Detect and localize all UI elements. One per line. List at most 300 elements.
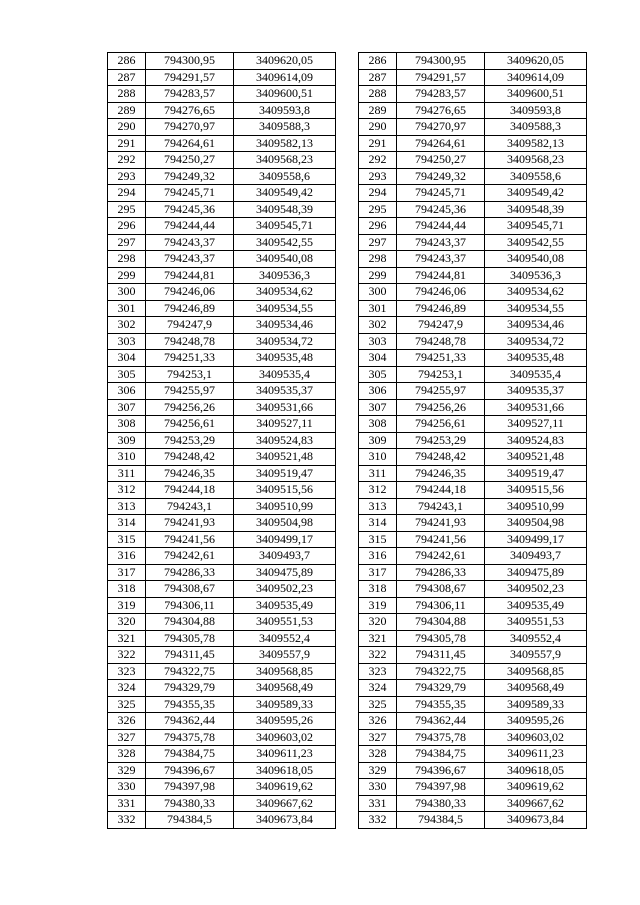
table-row bbox=[359, 152, 587, 169]
x-coordinate-cell: 794246,89 bbox=[397, 300, 485, 317]
y-coordinate-cell: 3409534,55 bbox=[485, 300, 587, 317]
table-row bbox=[359, 696, 587, 713]
point-number-cell: 293 bbox=[108, 168, 146, 185]
y-coordinate-cell: 3409568,23 bbox=[485, 152, 587, 169]
point-number-cell: 295 bbox=[108, 201, 146, 218]
y-coordinate-cell: 3409540,08 bbox=[234, 251, 336, 268]
y-coordinate-cell: 3409588,3 bbox=[485, 119, 587, 136]
x-coordinate-cell: 794380,33 bbox=[146, 795, 234, 812]
x-coordinate-cell: 794311,45 bbox=[397, 647, 485, 664]
y-coordinate-cell: 3409589,33 bbox=[234, 696, 336, 713]
y-coordinate-cell: 3409534,72 bbox=[234, 333, 336, 350]
y-coordinate-cell: 3409619,62 bbox=[234, 779, 336, 796]
y-coordinate-cell: 3409535,48 bbox=[234, 350, 336, 367]
point-number-cell: 298 bbox=[108, 251, 146, 268]
y-coordinate-cell: 3409531,66 bbox=[234, 399, 336, 416]
x-coordinate-cell: 794243,37 bbox=[146, 234, 234, 251]
y-coordinate-cell: 3409558,6 bbox=[234, 168, 336, 185]
point-number-cell: 297 bbox=[108, 234, 146, 251]
table-row bbox=[108, 168, 336, 185]
y-coordinate-cell: 3409611,23 bbox=[485, 746, 587, 763]
x-coordinate-cell: 794241,56 bbox=[146, 531, 234, 548]
table-row bbox=[108, 251, 336, 268]
x-coordinate-cell: 794244,81 bbox=[146, 267, 234, 284]
y-coordinate-cell: 3409534,46 bbox=[485, 317, 587, 334]
table-row bbox=[359, 548, 587, 565]
point-number-cell: 331 bbox=[359, 795, 397, 812]
point-number-cell: 312 bbox=[108, 482, 146, 499]
y-coordinate-cell: 3409536,3 bbox=[485, 267, 587, 284]
table-row bbox=[108, 498, 336, 515]
x-coordinate-cell: 794270,97 bbox=[397, 119, 485, 136]
x-coordinate-cell: 794283,57 bbox=[146, 86, 234, 103]
table-row bbox=[108, 713, 336, 730]
x-coordinate-cell: 794251,33 bbox=[397, 350, 485, 367]
x-coordinate-cell: 794384,75 bbox=[397, 746, 485, 763]
point-number-cell: 308 bbox=[359, 416, 397, 433]
y-coordinate-cell: 3409535,49 bbox=[234, 597, 336, 614]
point-number-cell: 318 bbox=[359, 581, 397, 598]
point-number-cell: 320 bbox=[108, 614, 146, 631]
x-coordinate-cell: 794270,97 bbox=[146, 119, 234, 136]
x-coordinate-cell: 794246,35 bbox=[397, 465, 485, 482]
point-number-cell: 307 bbox=[359, 399, 397, 416]
y-coordinate-cell: 3409527,11 bbox=[485, 416, 587, 433]
x-coordinate-cell: 794308,67 bbox=[146, 581, 234, 598]
x-coordinate-cell: 794246,35 bbox=[146, 465, 234, 482]
y-coordinate-cell: 3409673,84 bbox=[234, 812, 336, 829]
point-number-cell: 314 bbox=[108, 515, 146, 532]
point-number-cell: 328 bbox=[359, 746, 397, 763]
x-coordinate-cell: 794384,5 bbox=[146, 812, 234, 829]
y-coordinate-cell: 3409535,37 bbox=[234, 383, 336, 400]
table-row bbox=[359, 663, 587, 680]
point-number-cell: 319 bbox=[359, 597, 397, 614]
x-coordinate-cell: 794305,78 bbox=[146, 630, 234, 647]
table-row bbox=[359, 465, 587, 482]
x-coordinate-cell: 794242,61 bbox=[146, 548, 234, 565]
point-number-cell: 286 bbox=[108, 53, 146, 70]
point-number-cell: 325 bbox=[108, 696, 146, 713]
y-coordinate-cell: 3409582,13 bbox=[234, 135, 336, 152]
y-coordinate-cell: 3409534,62 bbox=[234, 284, 336, 301]
y-coordinate-cell: 3409549,42 bbox=[485, 185, 587, 202]
y-coordinate-cell: 3409502,23 bbox=[485, 581, 587, 598]
x-coordinate-cell: 794355,35 bbox=[146, 696, 234, 713]
y-coordinate-cell: 3409542,55 bbox=[485, 234, 587, 251]
y-coordinate-cell: 3409600,51 bbox=[485, 86, 587, 103]
x-coordinate-cell: 794243,1 bbox=[397, 498, 485, 515]
x-coordinate-cell: 794253,29 bbox=[146, 432, 234, 449]
y-coordinate-cell: 3409542,55 bbox=[234, 234, 336, 251]
y-coordinate-cell: 3409667,62 bbox=[485, 795, 587, 812]
table-row bbox=[108, 696, 336, 713]
y-coordinate-cell: 3409536,3 bbox=[234, 267, 336, 284]
y-coordinate-cell: 3409519,47 bbox=[234, 465, 336, 482]
point-number-cell: 287 bbox=[108, 69, 146, 86]
x-coordinate-cell: 794329,79 bbox=[397, 680, 485, 697]
table-row bbox=[359, 449, 587, 466]
point-number-cell: 296 bbox=[359, 218, 397, 235]
y-coordinate-cell: 3409534,55 bbox=[234, 300, 336, 317]
point-number-cell: 315 bbox=[359, 531, 397, 548]
x-coordinate-cell: 794241,56 bbox=[397, 531, 485, 548]
point-number-cell: 311 bbox=[108, 465, 146, 482]
table-row bbox=[108, 383, 336, 400]
y-coordinate-cell: 3409535,37 bbox=[485, 383, 587, 400]
x-coordinate-cell: 794362,44 bbox=[146, 713, 234, 730]
y-coordinate-cell: 3409667,62 bbox=[234, 795, 336, 812]
x-coordinate-cell: 794264,61 bbox=[397, 135, 485, 152]
x-coordinate-cell: 794255,97 bbox=[397, 383, 485, 400]
x-coordinate-cell: 794304,88 bbox=[146, 614, 234, 631]
point-number-cell: 292 bbox=[108, 152, 146, 169]
y-coordinate-cell: 3409603,02 bbox=[234, 729, 336, 746]
point-number-cell: 294 bbox=[359, 185, 397, 202]
y-coordinate-cell: 3409557,9 bbox=[234, 647, 336, 664]
table-row bbox=[359, 251, 587, 268]
table-row bbox=[108, 119, 336, 136]
table-row bbox=[359, 713, 587, 730]
coordinates-table-left bbox=[107, 52, 336, 829]
point-number-cell: 319 bbox=[108, 597, 146, 614]
x-coordinate-cell: 794397,98 bbox=[146, 779, 234, 796]
table-row bbox=[359, 168, 587, 185]
x-coordinate-cell: 794286,33 bbox=[146, 564, 234, 581]
y-coordinate-cell: 3409551,53 bbox=[234, 614, 336, 631]
x-coordinate-cell: 794306,11 bbox=[397, 597, 485, 614]
y-coordinate-cell: 3409600,51 bbox=[234, 86, 336, 103]
table-row bbox=[108, 218, 336, 235]
point-number-cell: 291 bbox=[108, 135, 146, 152]
x-coordinate-cell: 794396,67 bbox=[146, 762, 234, 779]
x-coordinate-cell: 794243,37 bbox=[146, 251, 234, 268]
point-number-cell: 323 bbox=[108, 663, 146, 680]
table-row bbox=[108, 597, 336, 614]
x-coordinate-cell: 794244,44 bbox=[146, 218, 234, 235]
coordinates-table-right bbox=[358, 52, 587, 829]
y-coordinate-cell: 3409611,23 bbox=[234, 746, 336, 763]
table-row bbox=[359, 432, 587, 449]
table-row bbox=[359, 812, 587, 829]
table-row bbox=[108, 432, 336, 449]
point-number-cell: 326 bbox=[108, 713, 146, 730]
point-number-cell: 304 bbox=[359, 350, 397, 367]
point-number-cell: 330 bbox=[108, 779, 146, 796]
x-coordinate-cell: 794355,35 bbox=[397, 696, 485, 713]
y-coordinate-cell: 3409527,11 bbox=[234, 416, 336, 433]
point-number-cell: 297 bbox=[359, 234, 397, 251]
y-coordinate-cell: 3409531,66 bbox=[485, 399, 587, 416]
point-number-cell: 288 bbox=[108, 86, 146, 103]
y-coordinate-cell: 3409534,72 bbox=[485, 333, 587, 350]
table-row bbox=[359, 729, 587, 746]
point-number-cell: 309 bbox=[108, 432, 146, 449]
x-coordinate-cell: 794384,75 bbox=[146, 746, 234, 763]
x-coordinate-cell: 794249,32 bbox=[146, 168, 234, 185]
point-number-cell: 289 bbox=[359, 102, 397, 119]
y-coordinate-cell: 3409510,99 bbox=[234, 498, 336, 515]
point-number-cell: 301 bbox=[359, 300, 397, 317]
point-number-cell: 302 bbox=[359, 317, 397, 334]
table-row bbox=[108, 581, 336, 598]
point-number-cell: 332 bbox=[108, 812, 146, 829]
point-number-cell: 315 bbox=[108, 531, 146, 548]
table-row bbox=[359, 795, 587, 812]
x-coordinate-cell: 794308,67 bbox=[397, 581, 485, 598]
table-row bbox=[108, 267, 336, 284]
table-row bbox=[108, 69, 336, 86]
point-number-cell: 323 bbox=[359, 663, 397, 680]
point-number-cell: 311 bbox=[359, 465, 397, 482]
table-row bbox=[108, 234, 336, 251]
table-row bbox=[108, 746, 336, 763]
point-number-cell: 292 bbox=[359, 152, 397, 169]
point-number-cell: 320 bbox=[359, 614, 397, 631]
point-number-cell: 293 bbox=[359, 168, 397, 185]
y-coordinate-cell: 3409595,26 bbox=[485, 713, 587, 730]
x-coordinate-cell: 794244,18 bbox=[397, 482, 485, 499]
point-number-cell: 303 bbox=[108, 333, 146, 350]
y-coordinate-cell: 3409618,05 bbox=[234, 762, 336, 779]
x-coordinate-cell: 794241,93 bbox=[146, 515, 234, 532]
point-number-cell: 313 bbox=[359, 498, 397, 515]
point-number-cell: 306 bbox=[108, 383, 146, 400]
y-coordinate-cell: 3409534,62 bbox=[485, 284, 587, 301]
point-number-cell: 286 bbox=[359, 53, 397, 70]
y-coordinate-cell: 3409552,4 bbox=[485, 630, 587, 647]
x-coordinate-cell: 794248,42 bbox=[146, 449, 234, 466]
table-row bbox=[108, 762, 336, 779]
x-coordinate-cell: 794380,33 bbox=[397, 795, 485, 812]
y-coordinate-cell: 3409524,83 bbox=[234, 432, 336, 449]
table-row bbox=[108, 152, 336, 169]
x-coordinate-cell: 794286,33 bbox=[397, 564, 485, 581]
point-number-cell: 290 bbox=[108, 119, 146, 136]
point-number-cell: 321 bbox=[359, 630, 397, 647]
point-number-cell: 316 bbox=[108, 548, 146, 565]
table-row bbox=[108, 366, 336, 383]
y-coordinate-cell: 3409535,4 bbox=[234, 366, 336, 383]
table-row bbox=[108, 185, 336, 202]
point-number-cell: 321 bbox=[108, 630, 146, 647]
table-row bbox=[108, 729, 336, 746]
point-number-cell: 291 bbox=[359, 135, 397, 152]
x-coordinate-cell: 794251,33 bbox=[146, 350, 234, 367]
x-coordinate-cell: 794306,11 bbox=[146, 597, 234, 614]
point-number-cell: 304 bbox=[108, 350, 146, 367]
x-coordinate-cell: 794397,98 bbox=[397, 779, 485, 796]
table-row bbox=[108, 614, 336, 631]
y-coordinate-cell: 3409521,48 bbox=[234, 449, 336, 466]
table-row bbox=[359, 515, 587, 532]
x-coordinate-cell: 794322,75 bbox=[146, 663, 234, 680]
x-coordinate-cell: 794291,57 bbox=[146, 69, 234, 86]
y-coordinate-cell: 3409588,3 bbox=[234, 119, 336, 136]
x-coordinate-cell: 794256,61 bbox=[146, 416, 234, 433]
table-row bbox=[108, 465, 336, 482]
y-coordinate-cell: 3409551,53 bbox=[485, 614, 587, 631]
point-number-cell: 299 bbox=[108, 267, 146, 284]
x-coordinate-cell: 794247,9 bbox=[397, 317, 485, 334]
x-coordinate-cell: 794243,37 bbox=[397, 234, 485, 251]
x-coordinate-cell: 794375,78 bbox=[397, 729, 485, 746]
x-coordinate-cell: 794300,95 bbox=[397, 53, 485, 70]
x-coordinate-cell: 794250,27 bbox=[397, 152, 485, 169]
point-number-cell: 316 bbox=[359, 548, 397, 565]
point-number-cell: 310 bbox=[108, 449, 146, 466]
x-coordinate-cell: 794245,36 bbox=[397, 201, 485, 218]
point-number-cell: 305 bbox=[108, 366, 146, 383]
table-row bbox=[359, 416, 587, 433]
y-coordinate-cell: 3409558,6 bbox=[485, 168, 587, 185]
y-coordinate-cell: 3409614,09 bbox=[485, 69, 587, 86]
x-coordinate-cell: 794304,88 bbox=[397, 614, 485, 631]
y-coordinate-cell: 3409618,05 bbox=[485, 762, 587, 779]
table-row bbox=[359, 399, 587, 416]
table-row bbox=[359, 779, 587, 796]
table-row bbox=[108, 284, 336, 301]
point-number-cell: 290 bbox=[359, 119, 397, 136]
y-coordinate-cell: 3409549,42 bbox=[234, 185, 336, 202]
table-row bbox=[359, 564, 587, 581]
y-coordinate-cell: 3409535,4 bbox=[485, 366, 587, 383]
point-number-cell: 310 bbox=[359, 449, 397, 466]
table-row bbox=[108, 548, 336, 565]
table-row bbox=[108, 515, 336, 532]
x-coordinate-cell: 794241,93 bbox=[397, 515, 485, 532]
table-row bbox=[359, 350, 587, 367]
point-number-cell: 300 bbox=[108, 284, 146, 301]
point-number-cell: 317 bbox=[359, 564, 397, 581]
table-row bbox=[359, 746, 587, 763]
point-number-cell: 325 bbox=[359, 696, 397, 713]
table-row bbox=[108, 663, 336, 680]
x-coordinate-cell: 794246,89 bbox=[146, 300, 234, 317]
table-row bbox=[359, 102, 587, 119]
y-coordinate-cell: 3409620,05 bbox=[485, 53, 587, 70]
x-coordinate-cell: 794255,97 bbox=[146, 383, 234, 400]
x-coordinate-cell: 794384,5 bbox=[397, 812, 485, 829]
table-row bbox=[359, 581, 587, 598]
x-coordinate-cell: 794362,44 bbox=[397, 713, 485, 730]
coordinates-table-left-body bbox=[108, 53, 336, 829]
point-number-cell: 306 bbox=[359, 383, 397, 400]
y-coordinate-cell: 3409614,09 bbox=[234, 69, 336, 86]
x-coordinate-cell: 794256,61 bbox=[397, 416, 485, 433]
table-row bbox=[359, 218, 587, 235]
x-coordinate-cell: 794244,44 bbox=[397, 218, 485, 235]
table-row bbox=[359, 531, 587, 548]
table-row bbox=[359, 317, 587, 334]
y-coordinate-cell: 3409589,33 bbox=[485, 696, 587, 713]
point-number-cell: 309 bbox=[359, 432, 397, 449]
x-coordinate-cell: 794283,57 bbox=[397, 86, 485, 103]
point-number-cell: 313 bbox=[108, 498, 146, 515]
y-coordinate-cell: 3409582,13 bbox=[485, 135, 587, 152]
x-coordinate-cell: 794248,78 bbox=[146, 333, 234, 350]
x-coordinate-cell: 794256,26 bbox=[146, 399, 234, 416]
x-coordinate-cell: 794253,1 bbox=[146, 366, 234, 383]
point-number-cell: 287 bbox=[359, 69, 397, 86]
table-row bbox=[108, 86, 336, 103]
table-row bbox=[108, 531, 336, 548]
x-coordinate-cell: 794322,75 bbox=[397, 663, 485, 680]
point-number-cell: 314 bbox=[359, 515, 397, 532]
point-number-cell: 294 bbox=[108, 185, 146, 202]
table-row bbox=[359, 597, 587, 614]
y-coordinate-cell: 3409568,23 bbox=[234, 152, 336, 169]
x-coordinate-cell: 794264,61 bbox=[146, 135, 234, 152]
y-coordinate-cell: 3409545,71 bbox=[234, 218, 336, 235]
y-coordinate-cell: 3409524,83 bbox=[485, 432, 587, 449]
point-number-cell: 329 bbox=[108, 762, 146, 779]
point-number-cell: 308 bbox=[108, 416, 146, 433]
table-row bbox=[359, 680, 587, 697]
table-row bbox=[359, 482, 587, 499]
y-coordinate-cell: 3409493,7 bbox=[234, 548, 336, 565]
table-row bbox=[359, 284, 587, 301]
point-number-cell: 322 bbox=[108, 647, 146, 664]
point-number-cell: 301 bbox=[108, 300, 146, 317]
y-coordinate-cell: 3409568,49 bbox=[485, 680, 587, 697]
y-coordinate-cell: 3409510,99 bbox=[485, 498, 587, 515]
table-row bbox=[108, 630, 336, 647]
x-coordinate-cell: 794243,1 bbox=[146, 498, 234, 515]
point-number-cell: 299 bbox=[359, 267, 397, 284]
point-number-cell: 324 bbox=[108, 680, 146, 697]
y-coordinate-cell: 3409499,17 bbox=[485, 531, 587, 548]
table-row bbox=[359, 53, 587, 70]
table-row bbox=[108, 680, 336, 697]
table-row bbox=[108, 317, 336, 334]
table-row bbox=[108, 449, 336, 466]
point-number-cell: 318 bbox=[108, 581, 146, 598]
table-row bbox=[108, 647, 336, 664]
table-row bbox=[108, 300, 336, 317]
x-coordinate-cell: 794245,71 bbox=[146, 185, 234, 202]
y-coordinate-cell: 3409493,7 bbox=[485, 548, 587, 565]
table-row bbox=[359, 383, 587, 400]
x-coordinate-cell: 794246,06 bbox=[397, 284, 485, 301]
x-coordinate-cell: 794244,18 bbox=[146, 482, 234, 499]
y-coordinate-cell: 3409552,4 bbox=[234, 630, 336, 647]
table-row bbox=[108, 416, 336, 433]
x-coordinate-cell: 794249,32 bbox=[397, 168, 485, 185]
y-coordinate-cell: 3409515,56 bbox=[234, 482, 336, 499]
x-coordinate-cell: 794329,79 bbox=[146, 680, 234, 697]
table-row bbox=[359, 234, 587, 251]
y-coordinate-cell: 3409568,85 bbox=[485, 663, 587, 680]
x-coordinate-cell: 794244,81 bbox=[397, 267, 485, 284]
x-coordinate-cell: 794305,78 bbox=[397, 630, 485, 647]
table-row bbox=[108, 333, 336, 350]
point-number-cell: 303 bbox=[359, 333, 397, 350]
point-number-cell: 327 bbox=[359, 729, 397, 746]
table-row bbox=[108, 102, 336, 119]
table-row bbox=[108, 812, 336, 829]
y-coordinate-cell: 3409593,8 bbox=[234, 102, 336, 119]
table-row bbox=[108, 482, 336, 499]
point-number-cell: 326 bbox=[359, 713, 397, 730]
table-row bbox=[359, 498, 587, 515]
y-coordinate-cell: 3409545,71 bbox=[485, 218, 587, 235]
point-number-cell: 324 bbox=[359, 680, 397, 697]
y-coordinate-cell: 3409593,8 bbox=[485, 102, 587, 119]
x-coordinate-cell: 794256,26 bbox=[397, 399, 485, 416]
table-row bbox=[359, 201, 587, 218]
y-coordinate-cell: 3409620,05 bbox=[234, 53, 336, 70]
